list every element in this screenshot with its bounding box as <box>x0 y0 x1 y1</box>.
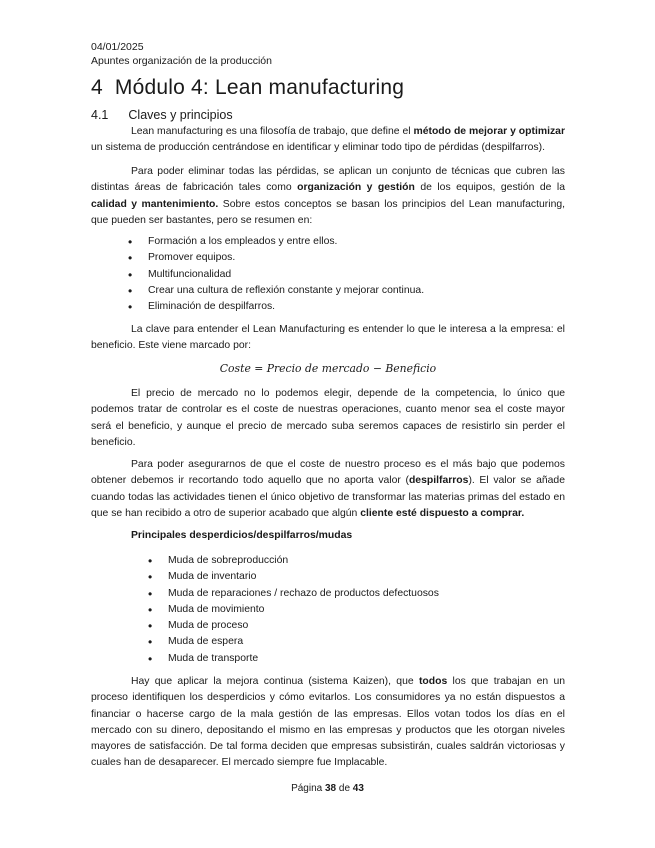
section-title: Claves y principios <box>128 108 233 122</box>
p2-bold-b: organización y gestión <box>297 182 415 194</box>
list-item: • Muda de reparaciones / rechazo de productos defectuosos <box>168 586 565 602</box>
p2-bold-d: calidad y mantenimiento. <box>91 198 219 210</box>
paragraph-3: La clave para entender el Lean Manufacturing es entender lo que le interesa a la empresa: el beneficio. Este viene marcado por: <box>91 324 565 352</box>
body-block-4 <box>91 386 565 451</box>
p2-text-a: Para poder eliminar todas las pérdidas, se aplican un conjunto de técnicas que cubren las distintas áreas de fabricación tales como <box>91 166 565 194</box>
list-1 <box>148 234 565 315</box>
list-item: • Muda de transporte <box>168 651 565 667</box>
p5-text-c: ). El valor se añade cuando todas las actividades tienen el único objetivo de transformar las materias primas del estado en que se han recibido a otro de superior acabado que algún <box>91 475 565 519</box>
list-item: • Muda de espera <box>168 634 565 650</box>
p6-text-a: Hay que aplicar la mejora continua (sistema Kaizen), que <box>131 676 419 687</box>
footer-total-pages: 43 <box>352 783 364 794</box>
subheading: Principales desperdicios/despilfarros/mudas <box>131 530 353 541</box>
body-block-1 <box>91 124 565 157</box>
p1-text-a: Lean manufacturing es una filosofía de trabajo, que define el <box>131 126 414 137</box>
paragraph-6 <box>91 674 565 772</box>
header-subject: Apuntes organización de la producción <box>91 55 272 67</box>
body-block-6 <box>91 674 565 772</box>
list-item: • Promover equipos. <box>148 250 565 266</box>
footer-current-page: 38 <box>324 783 337 794</box>
formula-block <box>91 361 565 377</box>
p6-bold-b: todos <box>418 676 448 687</box>
p2-text-e: Sobre estos conceptos se basan los principios del Lean manufacturing, que pueden ser bastantes, pero se resumen en: <box>91 198 566 226</box>
footer-middle: de <box>336 783 353 794</box>
footer-prefix: Página <box>291 783 325 794</box>
list-item: • Multifuncionalidad <box>148 267 565 283</box>
list-2 <box>168 553 565 667</box>
paragraph-1 <box>91 124 565 157</box>
formula: Coste = Precio de mercado − Beneficio <box>219 362 437 375</box>
body-block-5 <box>91 457 565 522</box>
list-item: • Muda de inventario <box>168 569 565 585</box>
p1-bold-b: método de mejorar y optimizar <box>413 126 565 137</box>
paragraph-4: El precio de mercado no lo podemos elegir, depende de la competencia, lo único que podemos tratar de controlar es el coste de nuestras operaciones, cuanto menor sea el coste mayor será el beneficio, y aunque el precio de mercado suba seremos capaces de resistirlo sin perder el beneficio. <box>91 388 565 448</box>
section-heading <box>91 108 233 122</box>
p5-bold-b: despilfarros <box>408 475 469 487</box>
subheading-block <box>131 528 605 544</box>
p2-text-c: de los equipos, gestión de la <box>414 182 565 194</box>
p1-text-c: un sistema de producción centrándose en identificar y eliminar todo tipo de pérdidas (despilfarros). <box>91 142 545 154</box>
paragraph-5 <box>91 457 565 522</box>
page-footer <box>0 783 655 794</box>
section-number: 4.1 <box>91 108 109 122</box>
p6-text-c: los que trabajan en un proceso identifiquen los desperdicios y cómo evitarlos. Los consumidores ya no están dispuestos a financiar o hacerse cargo de la mala gestión de las empresas. Ellos votan todos los días en el mercado con su dinero, depositando el mismo en las empresas y productos que les otorgan niveles mayores de satisfacción. De tal forma deciden que empresas subsistirán, cuales saldrán victoriosas y cuales han de desaparecer. El mercado siempre fue Implacable. <box>91 676 566 769</box>
chapter-number: 4 <box>91 76 103 99</box>
list-item: • Muda de movimiento <box>168 602 565 618</box>
p5-bold-d: cliente esté dispuesto a comprar. <box>360 507 525 519</box>
p5-text-a: Para poder asegurarnos de que el coste de nuestro proceso es el más bajo que podemos obtener debemos ir recortando todo aquello que no aporta valor ( <box>91 459 565 487</box>
list-item: • Crear una cultura de reflexión constante y mejorar continua. <box>148 283 565 299</box>
list-item: • Formación a los empleados y entre ellos. <box>148 234 565 250</box>
chapter-heading <box>91 76 404 100</box>
list-item: • Eliminación de despilfarros. <box>148 299 565 315</box>
list-item: • Muda de sobreproducción <box>168 553 565 569</box>
body-block-3 <box>91 322 565 355</box>
header-date: 04/01/2025 <box>91 41 144 53</box>
body-block-2 <box>91 164 565 229</box>
list-item: • Muda de proceso <box>168 618 565 634</box>
paragraph-2 <box>91 164 565 229</box>
chapter-title: Módulo 4: Lean manufacturing <box>114 76 405 99</box>
page-header <box>91 40 272 68</box>
